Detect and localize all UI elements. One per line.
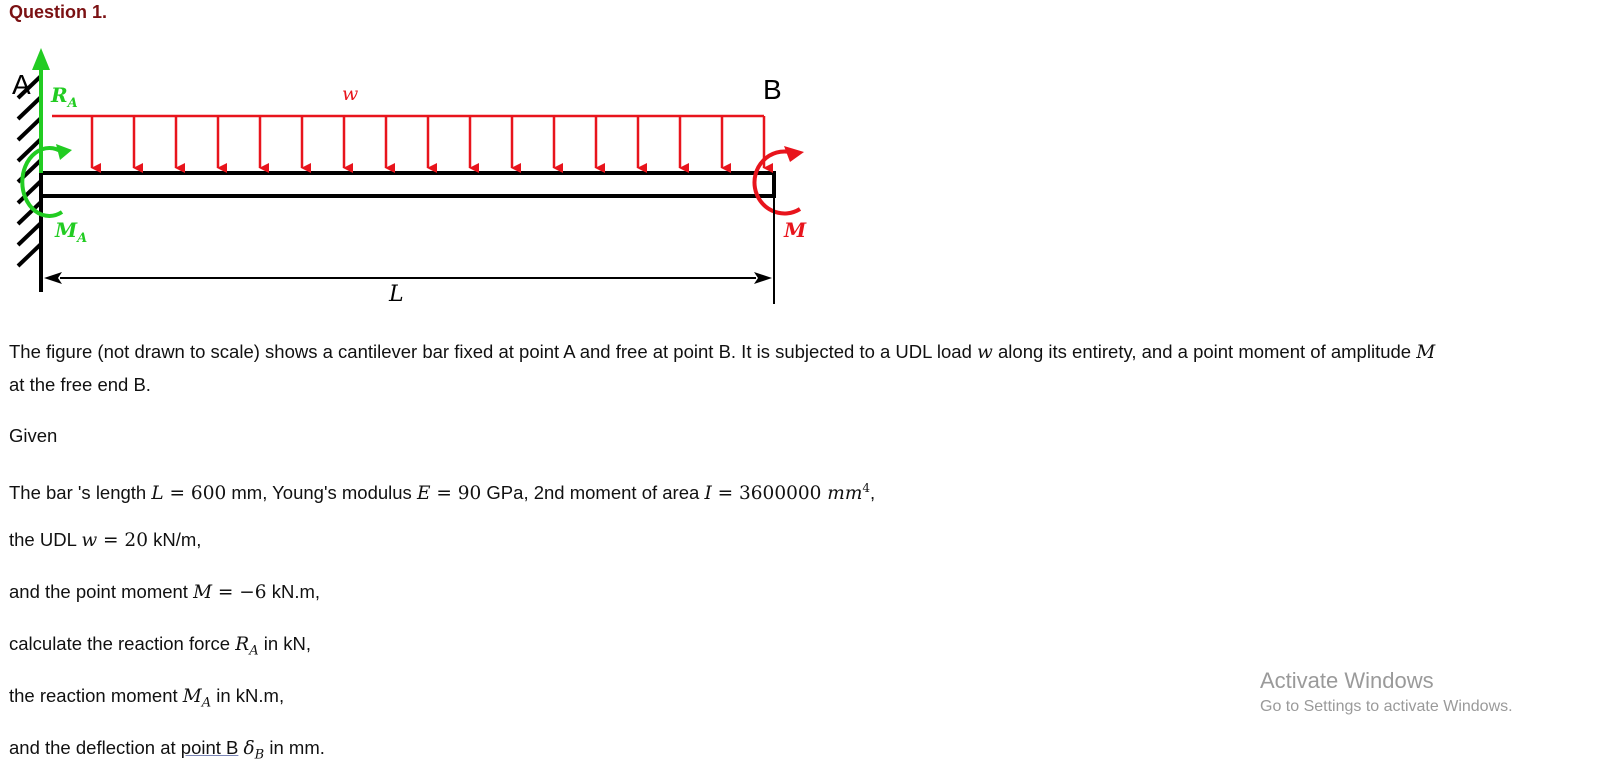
wall-hatch-line	[18, 244, 41, 266]
udl-symbol: w	[81, 530, 98, 551]
cantilever-beam-diagram	[0, 40, 840, 310]
wall-hatch-line	[18, 223, 41, 245]
def-text-1: and the deflection at	[9, 737, 181, 758]
len-text-2: mm, Young's modulus	[226, 482, 417, 504]
intro-text-3: at the free end B.	[9, 374, 151, 395]
intro-paragraph	[9, 336, 1435, 401]
wall-hatch-line	[18, 97, 41, 119]
udl-text-2: kN/m,	[147, 529, 202, 550]
inertia-symbol: I	[704, 483, 712, 505]
mom-symbol: M	[193, 582, 213, 603]
inertia-unit-exponent: 4	[862, 481, 871, 495]
given-length-modulus-line	[9, 472, 875, 510]
ra-text-1: calculate the reaction force	[9, 633, 236, 654]
point-b-link[interactable]: point B	[180, 737, 239, 758]
activate-windows-title: Activate Windows	[1260, 668, 1434, 693]
inertia-value: = 3600000	[711, 483, 828, 505]
given-heading: Given	[9, 425, 58, 446]
given-moment-line	[9, 576, 320, 609]
given-udl-line	[9, 524, 201, 557]
moment-label: M	[784, 218, 807, 242]
ma-text-1: the reaction moment	[9, 685, 183, 706]
reaction-moment-label	[54, 218, 87, 246]
ra-symbol: R	[51, 83, 68, 107]
udl-label: w	[342, 83, 359, 105]
ra-text-sub: A	[249, 643, 259, 659]
ma-symbol: M	[55, 218, 78, 242]
point-a-label: A	[12, 69, 31, 100]
modulus-value: = 90	[430, 483, 482, 505]
udl-text-1: the UDL	[9, 529, 82, 550]
ra-text-2: in kN,	[258, 633, 312, 654]
reaction-moment-arc	[22, 144, 72, 216]
len-text-3: GPa, 2nd moment of area	[481, 482, 705, 504]
udl-value: = 20	[97, 530, 148, 551]
len-text-4: ,	[870, 482, 876, 504]
ra-sub: A	[67, 96, 78, 111]
inertia-unit: mm	[827, 483, 863, 505]
length-label: L	[389, 282, 404, 307]
len-symbol: L	[151, 483, 164, 505]
ma-text-sub: A	[201, 695, 212, 711]
length-dimension-line	[44, 272, 772, 284]
point-b-label: B	[763, 74, 782, 105]
task-deflection-line	[9, 732, 325, 772]
mom-value: = −6	[212, 582, 267, 603]
intro-w-symbol: w	[977, 342, 993, 363]
intro-text-1: The figure (not drawn to scale) shows a cantilever bar fixed at point A and free at point B. It is subjected to a UDL load	[9, 341, 978, 362]
modulus-symbol: E	[416, 483, 431, 505]
applied-moment-arc	[754, 146, 804, 213]
intro-m-symbol: M	[1416, 342, 1436, 363]
len-value: = 600	[163, 483, 227, 505]
task-reaction-moment-line	[9, 680, 284, 720]
reaction-force-label	[50, 83, 78, 111]
ma-text-2: in kN.m,	[211, 685, 285, 706]
wall-hatch-line	[18, 118, 41, 140]
def-text-2: in mm.	[264, 737, 325, 758]
deflection-sub: B	[254, 747, 265, 763]
ma-text-symbol: M	[182, 686, 202, 707]
mom-text-2: kN.m,	[266, 581, 321, 602]
mom-text-1: and the point moment	[9, 581, 194, 602]
udl-load	[52, 116, 764, 168]
len-text-1: The bar 's length	[9, 482, 152, 504]
beam	[41, 173, 774, 196]
question-title: Question 1.	[9, 2, 108, 22]
deflection-symbol: δ	[243, 738, 255, 759]
intro-text-2: along its entirety, and a point moment of amplitude	[992, 341, 1417, 362]
ra-text-symbol: R	[235, 634, 250, 655]
ma-sub: A	[77, 231, 88, 246]
task-reaction-force-line	[9, 628, 311, 668]
activate-windows-subtitle: Go to Settings to activate Windows.	[1260, 698, 1513, 715]
